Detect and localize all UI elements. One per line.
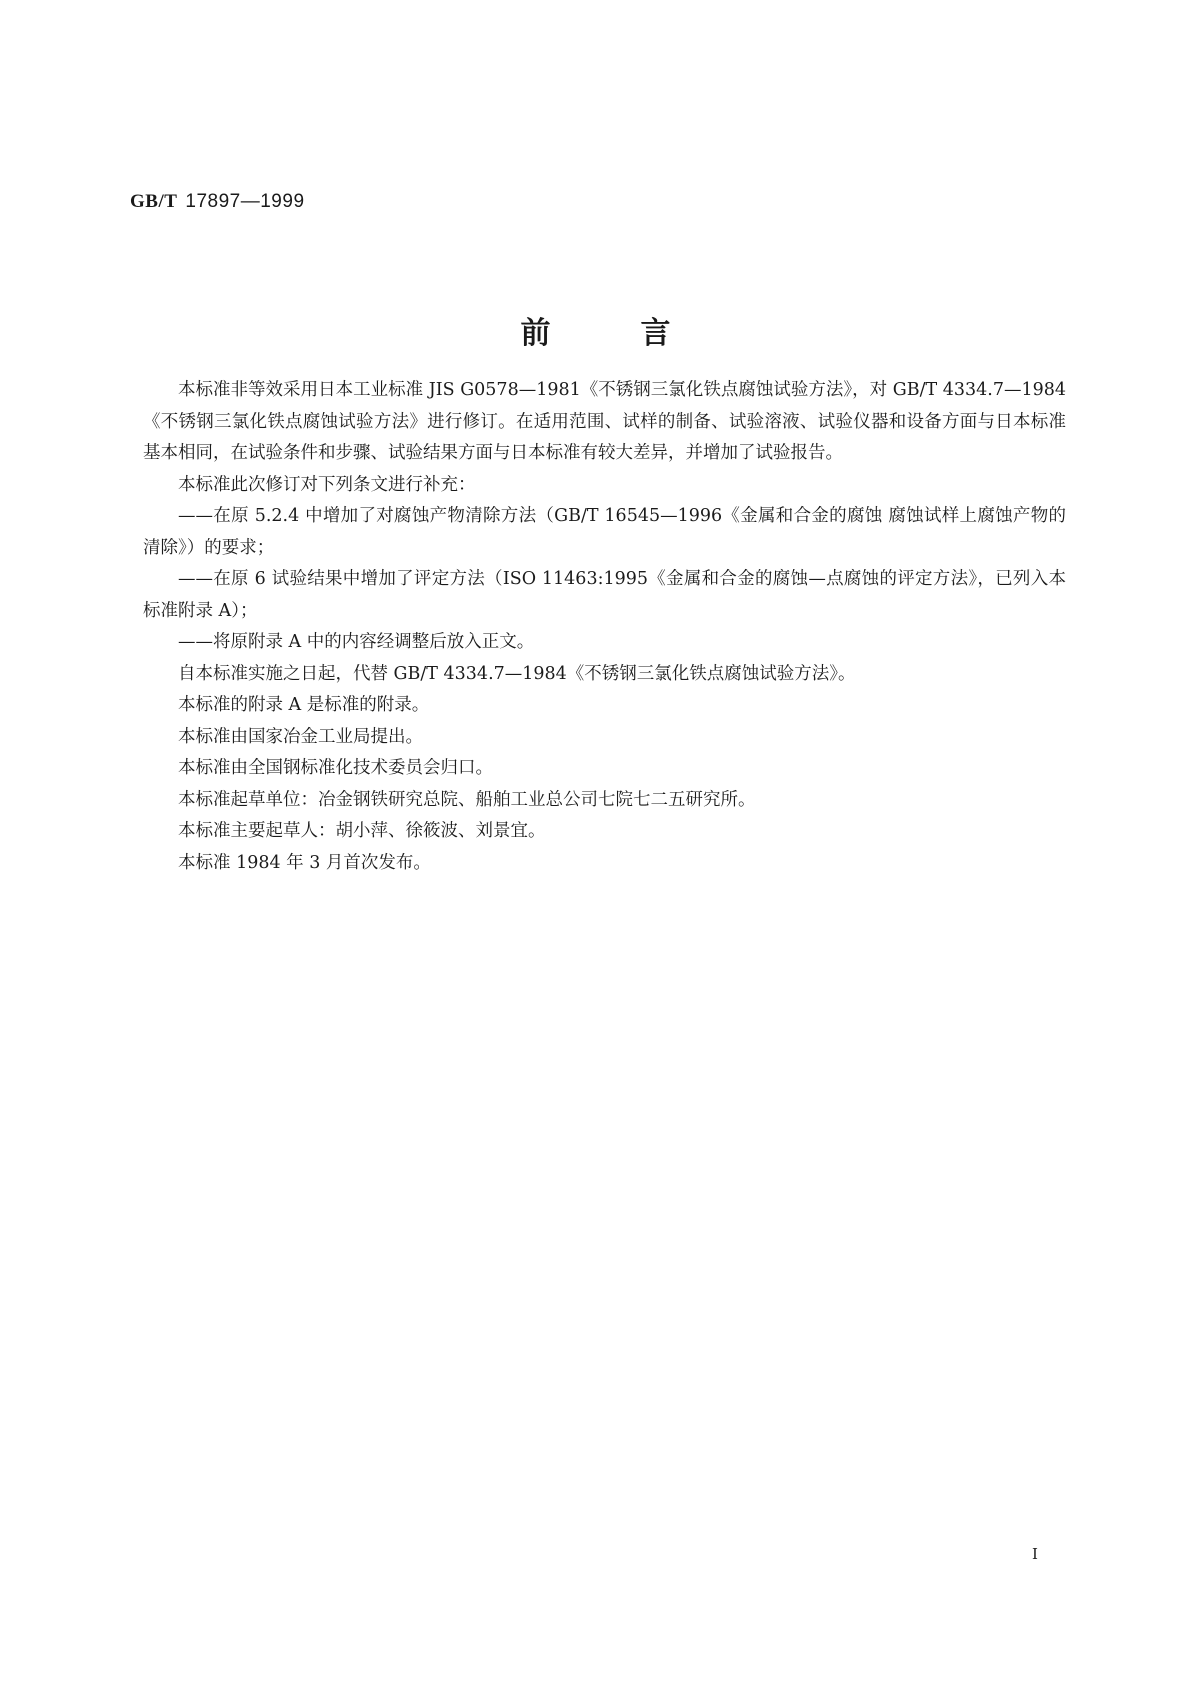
paragraph: 本标准主要起草人：胡小萍、徐筱波、刘景宜。 <box>178 821 546 841</box>
paragraph: 自本标准实施之日起，代替 GB/T 4334.7—1984《不锈钢三氯化铁点腐蚀试验方法》。 <box>178 663 856 684</box>
paragraph: 本标准起草单位：冶金钢铁研究总院、船舶工业总公司七院七二五研究所。 <box>178 789 756 810</box>
standard-code <box>130 190 305 213</box>
paragraph: ——在原 5.2.4 中增加了对腐蚀产物清除方法（GB/T 16545—1996《金属和合金的腐蚀 腐蚀试样上腐蚀产物的清除》）的要求； <box>143 506 1066 558</box>
page-title: 前言 <box>520 316 761 351</box>
standard-number: 17897—1999 <box>185 191 305 212</box>
paragraph: 本标准非等效采用日本工业标准 JIS G0578—1981《不锈钢三氯化铁点腐蚀试验方法》，对 GB/T 4334.7—1984《不锈钢三氯化铁点腐蚀试验方法》进行修订。在适用范围、试样的制备、试验溶液、试验仪器和设备方面与日本标准基本相同，在试验条件和步骤、试验结果方面与日本标准有较大差异，并增加了试验报告。 <box>143 380 1066 463</box>
paragraph: 本标准此次修订对下列条文进行补充： <box>178 474 476 495</box>
page-number: I <box>1032 1545 1038 1563</box>
paragraph: 本标准 1984 年 3 月首次发布。 <box>178 852 431 873</box>
paragraph: 本标准由全国钢标准化技术委员会归口。 <box>178 758 493 778</box>
foreword-body <box>143 375 1066 879</box>
paragraph: 本标准由国家冶金工业局提出。 <box>178 726 423 747</box>
standard-prefix: GB/T <box>130 191 178 212</box>
paragraph: 本标准的附录 A 是标准的附录。 <box>178 695 430 715</box>
paragraph: ——将原附录 A 中的内容经调整后放入正文。 <box>178 632 535 652</box>
paragraph: ——在原 6 试验结果中增加了评定方法（ISO 11463:1995《金属和合金的腐蚀—点腐蚀的评定方法》，已列入本标准附录 A）； <box>143 569 1066 621</box>
